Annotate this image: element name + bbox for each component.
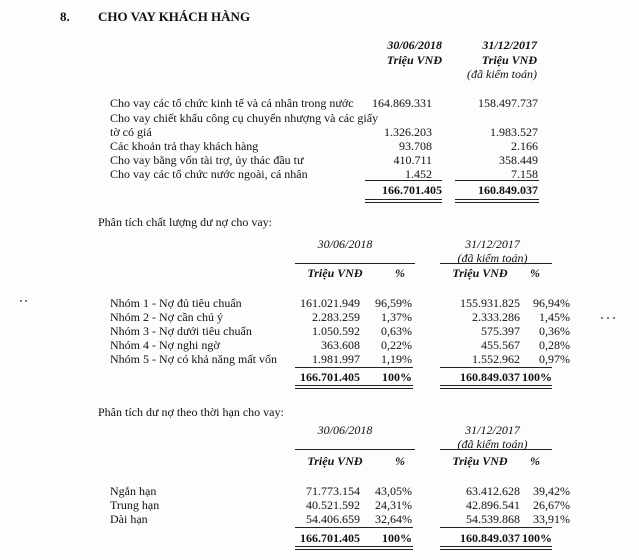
subtotal-rule bbox=[440, 367, 552, 368]
term-row-value-2017: 54.539.868 bbox=[466, 512, 520, 526]
term-title: Phân tích dư nợ theo thời hạn cho vay: bbox=[98, 405, 284, 419]
quality-audited: (đã kiểm toán) bbox=[457, 251, 528, 265]
term-total-pct-2017: 100% bbox=[522, 531, 552, 545]
quality-pct-2018: % bbox=[395, 266, 405, 280]
term-row-label: Dài hạn bbox=[110, 512, 148, 526]
term-audited: (đã kiểm toán) bbox=[457, 437, 528, 451]
quality-row-pct-2017: 0,97% bbox=[539, 352, 570, 366]
loans-total-2017: 160.849.037 bbox=[478, 183, 538, 197]
quality-row-pct-2018: 1,19% bbox=[381, 352, 412, 366]
section-number: 8. bbox=[60, 9, 70, 24]
loan-row-value-2017: 7.158 bbox=[511, 167, 538, 181]
term-total-2018: 166.701.405 bbox=[300, 531, 360, 545]
term-total-pct-2018: 100% bbox=[382, 531, 412, 545]
quality-row-pct-2017: 96,94% bbox=[533, 296, 570, 310]
quality-row-label: Nhóm 5 - Nợ có khả năng mất vốn bbox=[110, 352, 277, 366]
quality-pct-2017: % bbox=[530, 266, 540, 280]
quality-row-label: Nhóm 3 - Nợ dưới tiêu chuẩn bbox=[110, 324, 252, 338]
loans-total-2018: 166.701.405 bbox=[382, 183, 442, 197]
loan-row-label-cont: tờ có giá bbox=[110, 125, 152, 139]
quality-row-value-2018: 2.283.259 bbox=[312, 310, 360, 324]
total-double-rule bbox=[440, 546, 552, 550]
quality-row-value-2018: 363.608 bbox=[321, 338, 360, 352]
quality-total-2017: 160.849.037 bbox=[460, 370, 520, 384]
scan-speck bbox=[601, 317, 603, 319]
header-audited: (đã kiểm toán) bbox=[467, 67, 537, 81]
quality-total-pct-2017: 100% bbox=[522, 370, 552, 384]
quality-row-pct-2017: 1,45% bbox=[539, 310, 570, 324]
section-title: CHO VAY KHÁCH HÀNG bbox=[98, 9, 251, 24]
term-row-value-2018: 71.773.154 bbox=[306, 484, 360, 498]
quality-row-pct-2018: 0,63% bbox=[381, 324, 412, 338]
subtotal-rule bbox=[455, 180, 539, 181]
quality-total-2018: 166.701.405 bbox=[300, 370, 360, 384]
loan-row-label: Cho vay chiết khấu công cụ chuyển nhượng và các giấy bbox=[110, 111, 379, 125]
term-row-value-2017: 42.896.541 bbox=[466, 498, 520, 512]
total-double-rule bbox=[365, 199, 442, 203]
quality-row-value-2017: 575.397 bbox=[481, 324, 520, 338]
loan-row-label: Cho vay các tổ chức nước ngoài, cá nhân bbox=[110, 167, 308, 181]
term-date-2017: 31/12/2017 bbox=[465, 423, 520, 437]
quality-row-value-2018: 161.021.949 bbox=[300, 296, 360, 310]
quality-row-pct-2018: 0,22% bbox=[381, 338, 412, 352]
header-date-2018: 30/06/2018 bbox=[387, 38, 442, 52]
quality-unit-2018: Triệu VNĐ bbox=[307, 266, 363, 280]
quality-total-pct-2018: 100% bbox=[382, 370, 412, 384]
term-row-pct-2018: 32,64% bbox=[375, 512, 412, 526]
header-date-2017: 31/12/2017 bbox=[482, 38, 537, 52]
quality-row-value-2018: 1.981.997 bbox=[312, 352, 360, 366]
loan-row-label: Các khoản trả thay khách hàng bbox=[110, 139, 259, 153]
total-double-rule bbox=[440, 385, 552, 389]
quality-row-value-2017: 455.567 bbox=[481, 338, 520, 352]
total-double-rule bbox=[455, 199, 539, 203]
loan-row-value-2018: 1.452 bbox=[405, 167, 432, 181]
loan-row-label: Cho vay các tổ chức kinh tế và cá nhân trong nước bbox=[110, 96, 354, 110]
quality-row-value-2018: 1.050.592 bbox=[312, 324, 360, 338]
quality-unit-2017: Triệu VNĐ bbox=[452, 266, 508, 280]
term-row-pct-2017: 33,91% bbox=[533, 512, 570, 526]
quality-row-pct-2017: 0,36% bbox=[539, 324, 570, 338]
header-unit-2018: Triệu VNĐ bbox=[386, 53, 442, 67]
loan-row-value-2017: 2.166 bbox=[511, 139, 538, 153]
subtotal-rule bbox=[365, 180, 442, 181]
term-row-pct-2017: 26,67% bbox=[533, 498, 570, 512]
subtotal-rule bbox=[295, 367, 413, 368]
quality-date-2018: 30/06/2018 bbox=[317, 237, 373, 251]
term-pct-2017: % bbox=[530, 454, 540, 468]
total-double-rule bbox=[295, 385, 413, 389]
quality-row-value-2017: 2.333.286 bbox=[472, 310, 520, 324]
total-double-rule bbox=[295, 546, 413, 550]
scan-speck bbox=[25, 300, 27, 302]
term-total-2017: 160.849.037 bbox=[460, 531, 520, 545]
quality-row-label: Nhóm 1 - Nợ đủ tiêu chuẩn bbox=[110, 296, 242, 310]
term-unit-2018: Triệu VNĐ bbox=[307, 454, 363, 468]
scan-speck bbox=[613, 317, 615, 319]
quality-row-value-2017: 1.552.962 bbox=[472, 352, 520, 366]
scan-speck bbox=[20, 300, 22, 302]
term-row-value-2017: 63.412.628 bbox=[466, 484, 520, 498]
header-rule bbox=[295, 449, 415, 450]
loan-row-value-2018: 1.326.203 bbox=[384, 125, 432, 139]
loan-row-value-2017: 358.449 bbox=[499, 153, 538, 167]
term-pct-2018: % bbox=[395, 454, 405, 468]
header-rule bbox=[440, 449, 552, 450]
header-rule bbox=[440, 263, 552, 264]
loan-row-value-2018: 93.708 bbox=[399, 139, 432, 153]
term-row-label: Ngắn hạn bbox=[110, 484, 157, 498]
quality-row-pct-2017: 0,28% bbox=[539, 338, 570, 352]
loan-row-value-2018: 410.711 bbox=[393, 153, 432, 167]
term-unit-2017: Triệu VNĐ bbox=[452, 454, 508, 468]
quality-row-label: Nhóm 2 - Nợ cần chú ý bbox=[110, 310, 223, 324]
quality-row-pct-2018: 1,37% bbox=[381, 310, 412, 324]
term-row-value-2018: 54.406.659 bbox=[306, 512, 360, 526]
term-row-value-2018: 40.521.592 bbox=[306, 498, 360, 512]
loan-row-label: Cho vay bằng vốn tài trợ, ủy thác đầu tư bbox=[110, 153, 304, 167]
quality-row-value-2017: 155.931.825 bbox=[460, 296, 520, 310]
term-date-2018: 30/06/2018 bbox=[317, 423, 373, 437]
term-row-label: Trung hạn bbox=[110, 498, 160, 512]
quality-row-pct-2018: 96,59% bbox=[375, 296, 412, 310]
quality-date-2017: 31/12/2017 bbox=[465, 237, 520, 251]
header-rule bbox=[295, 263, 415, 264]
scan-speck bbox=[607, 317, 609, 319]
quality-row-label: Nhóm 4 - Nợ nghi ngờ bbox=[110, 338, 220, 352]
subtotal-rule bbox=[295, 527, 413, 528]
subtotal-rule bbox=[440, 527, 552, 528]
term-row-pct-2018: 43,05% bbox=[375, 484, 412, 498]
loan-row-value-2017: 158.497.737 bbox=[478, 96, 538, 110]
term-row-pct-2018: 24,31% bbox=[375, 498, 412, 512]
quality-title: Phân tích chất lượng dư nợ cho vay: bbox=[98, 215, 272, 229]
term-row-pct-2017: 39,42% bbox=[533, 484, 570, 498]
header-unit-2017: Triệu VNĐ bbox=[481, 53, 537, 67]
loan-row-value-2017: 1.983.527 bbox=[490, 125, 538, 139]
loan-row-value-2018: 164.869.331 bbox=[372, 96, 432, 110]
